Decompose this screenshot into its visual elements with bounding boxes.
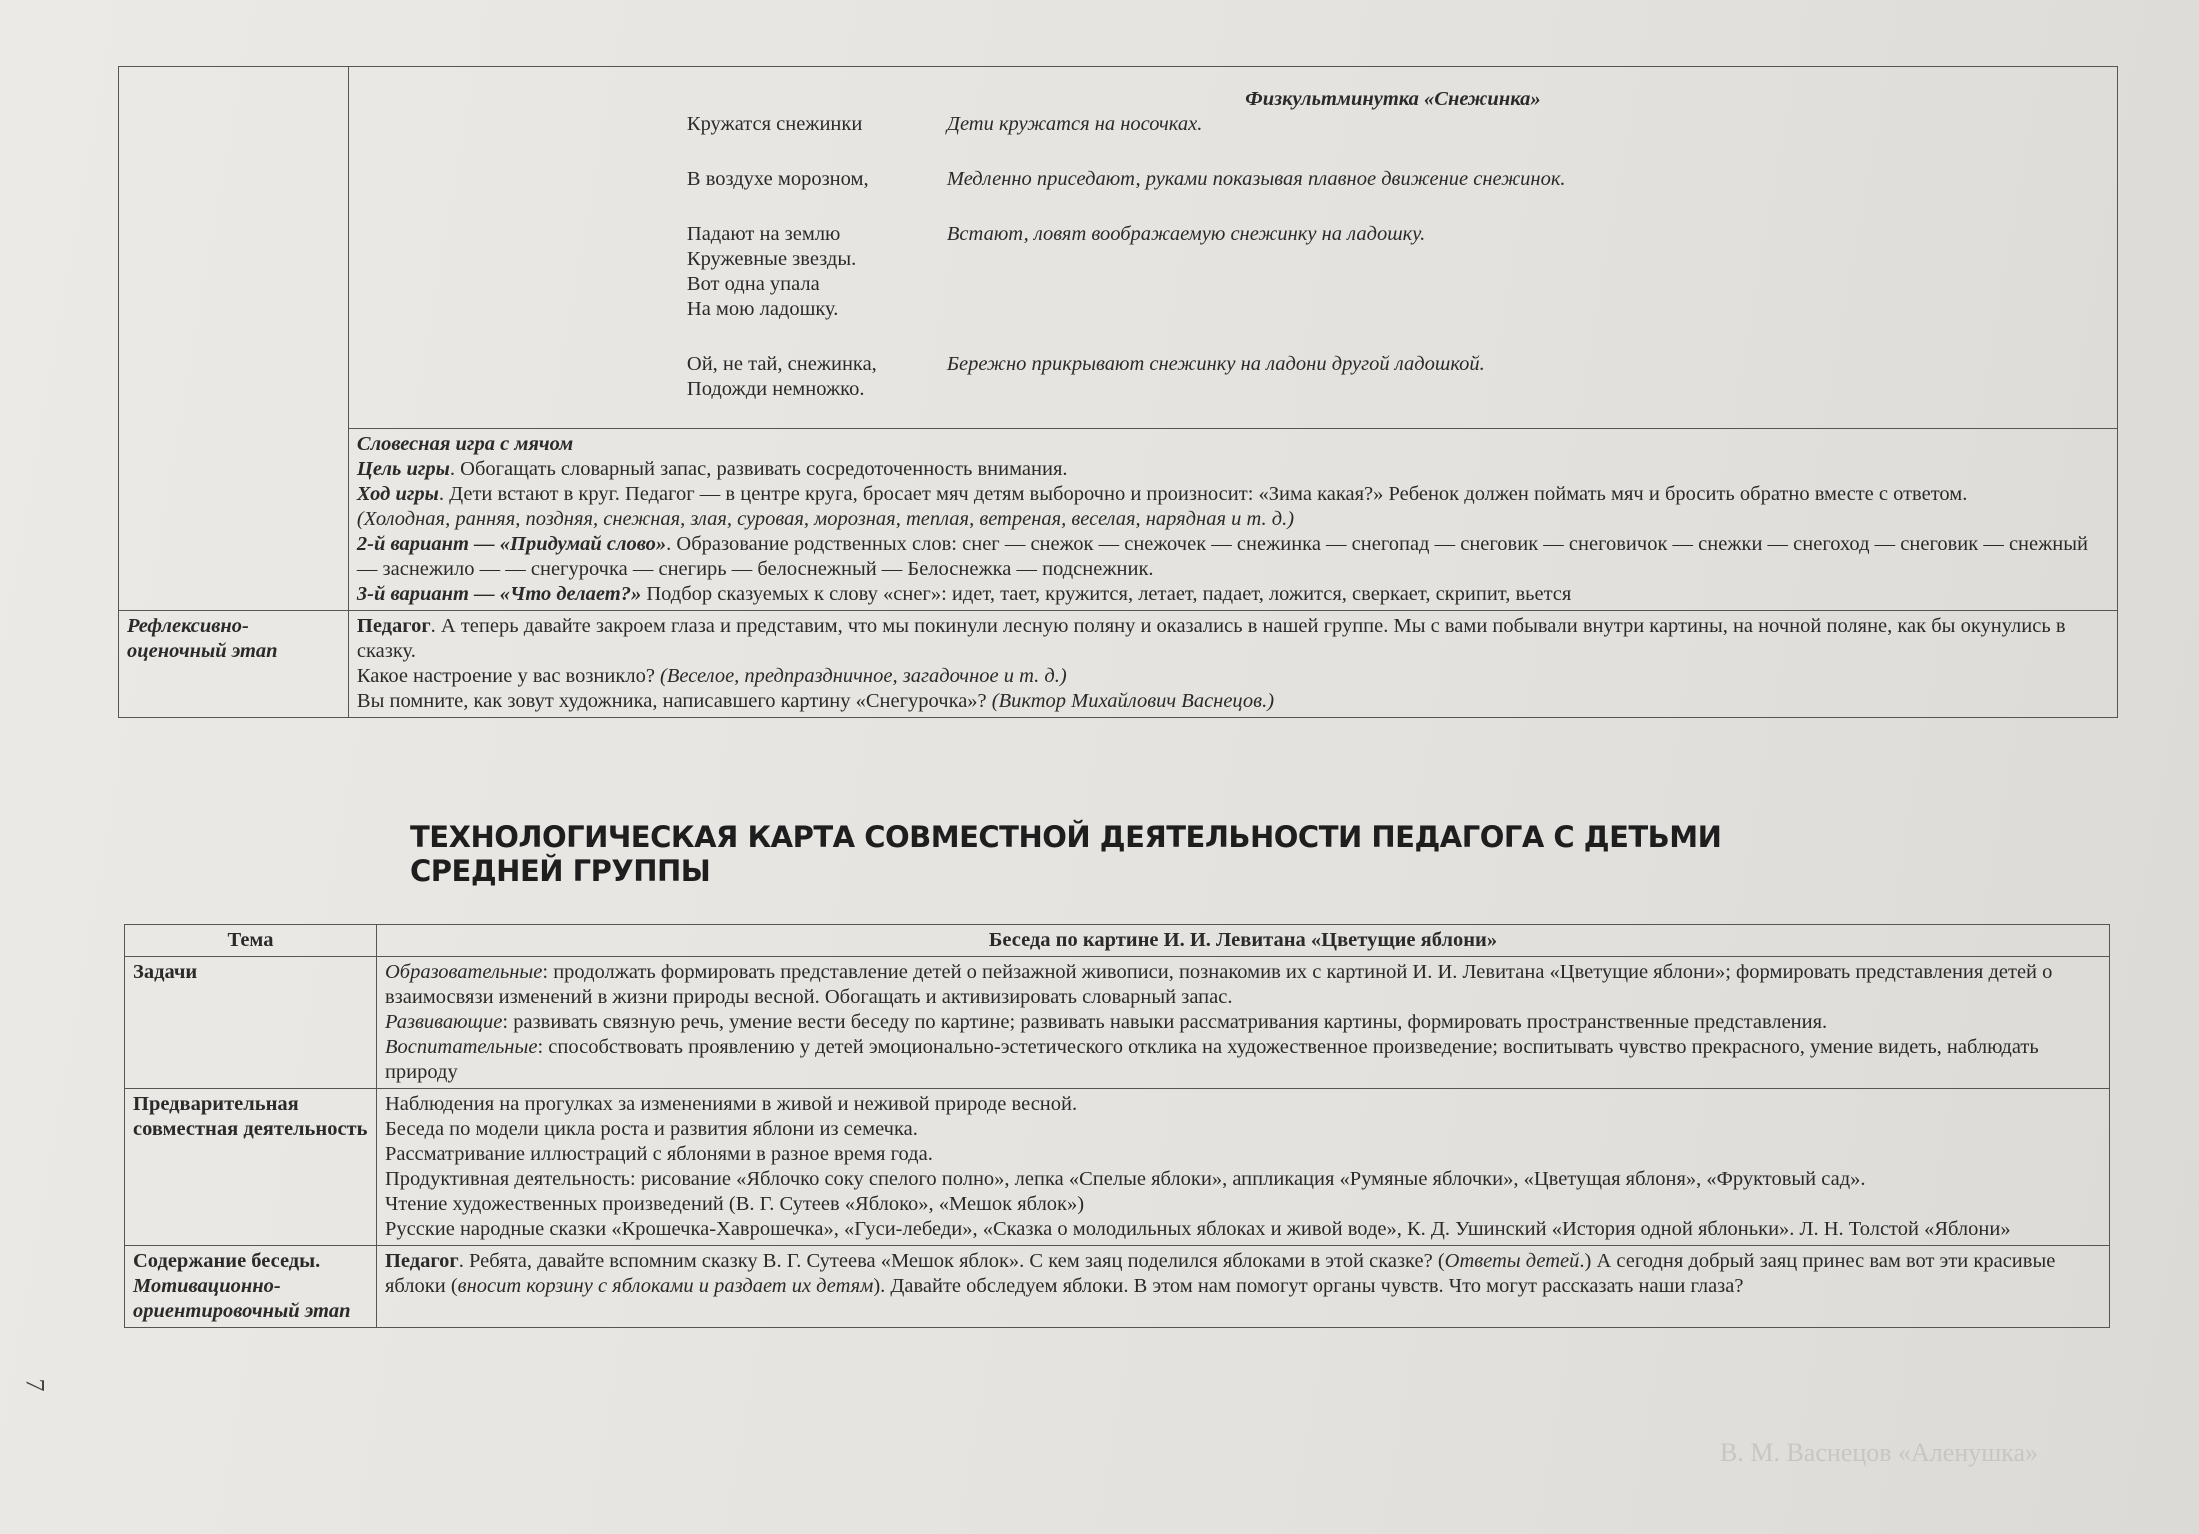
content-stage-cell bbox=[125, 1246, 377, 1328]
prelim-item: Продуктивная деятельность: рисование «Яблочко соку спелого полно», лепка «Спелые яблоки», аппликация «Румяные яблочки», «Цветущая яблоня», «Фруктовый сад». bbox=[384, 1168, 1866, 1190]
activity-table bbox=[118, 66, 2118, 718]
poem-action-1: Дети кружатся на носочках. bbox=[946, 113, 1203, 135]
poem-action-3: Встают, ловят воображаемую снежинку на ладошку. bbox=[946, 223, 1426, 245]
phys-minute-title: Физкультминутка «Снежинка» bbox=[1245, 88, 1541, 110]
prelim-label: Предварительная совместная деятельность bbox=[125, 1089, 377, 1246]
content-cell bbox=[376, 1246, 2109, 1328]
game-course bbox=[357, 482, 2109, 507]
poem-block bbox=[687, 112, 2109, 402]
stage-cell-empty bbox=[119, 67, 349, 611]
theme-label: Тема bbox=[125, 925, 377, 957]
poem-action-4: Бережно прикрывают снежинку на ладони другой ладошкой. bbox=[946, 353, 1485, 375]
reflex-text: . А теперь давайте закроем глаза и представим, что мы покинули лесную поляну и оказались в нашей группе. Мы с вами побывали внутри картины, на ночной поляне, как бы окунулись в сказку. bbox=[356, 615, 2066, 662]
phys-minute-cell bbox=[348, 67, 2117, 429]
reflex-cell bbox=[348, 611, 2117, 718]
tasks-cell bbox=[376, 957, 2109, 1089]
content-label: Содержание беседы. bbox=[133, 1250, 321, 1272]
course-label: Ход игры bbox=[356, 483, 439, 505]
tech-map-table bbox=[124, 924, 2110, 1328]
goal-text: . Обогащать словарный запас, развивать сосредоточенность внимания. bbox=[449, 458, 1068, 480]
reflex-a1: (Веселое, предпраздничное, загадочное и т. д.) bbox=[660, 665, 1067, 687]
task-edu bbox=[385, 960, 2101, 1010]
prelim-item: Чтение художественных произведений (В. Г. Сутеев «Яблоко», «Мешок яблок») bbox=[384, 1193, 1085, 1215]
content-stage: Мотивационно-ориентировочный этап bbox=[133, 1275, 351, 1322]
poem-action-2: Медленно приседают, руками показывая плавное движение снежинок. bbox=[946, 168, 1566, 190]
theme-value: Беседа по картине И. И. Левитана «Цветущие яблони» bbox=[376, 925, 2109, 957]
ghost-text: В. М. Васнецов «Аленушка» bbox=[1720, 1438, 2039, 1467]
task-up bbox=[385, 1035, 2101, 1085]
goal-label: Цель игры bbox=[356, 458, 450, 480]
reflex-question-1 bbox=[357, 664, 2109, 689]
variant-2-text: . Образование родственных слов: снег — снежок — снежочек — снежинка — снегопад — снеговик — снеговичок — снежки — снегоход — снеговик — снежный — заснежило — — снегурочка — снегирь — белоснежный — Белоснежка — подснежник. bbox=[356, 533, 2088, 580]
reflex-paragraph bbox=[357, 614, 2109, 664]
content-text-3: ). Давайте обследуем яблоки. В этом нам помогут органы чувств. Что могут рассказать наши глаза? bbox=[873, 1275, 1744, 1297]
game-answers: (Холодная, ранняя, поздняя, снежная, злая, суровая, морозная, теплая, ветреная, веселая, нарядная и т. д.) bbox=[356, 508, 1295, 530]
reflex-a2: (Виктор Михайлович Васнецов.) bbox=[991, 690, 1275, 712]
poem-line-2: В воздухе морозном, bbox=[686, 168, 869, 190]
variant-3-text: Подбор сказуемых к слову «снег»: идет, тает, кружится, летает, падает, ложится, сверкает, скрипит, вьется bbox=[641, 583, 1572, 605]
content-answer: Ответы детей bbox=[1444, 1250, 1580, 1272]
poem-line-1: Кружатся снежинки bbox=[686, 113, 863, 135]
reflex-q2: Вы помните, как зовут художника, написавшего картину «Снегурочка»? bbox=[356, 690, 992, 712]
task-dev bbox=[385, 1010, 2101, 1035]
reflex-stage-label: Рефлексивно-оценочный этап bbox=[119, 611, 349, 718]
word-game-cell bbox=[348, 429, 2117, 611]
edu-text: : продолжать формировать представление детей о пейзажной живописи, познакомив их с картиной И. И. Левитана «Цветущие яблони»; формировать представления детей о взаимосвязи изменений в жизни природы весной. Обогащать и активизировать словарный запас. bbox=[384, 961, 2053, 1008]
prelim-item: Русские народные сказки «Крошечка-Хаврошечка», «Гуси-лебеди», «Сказка о молодильных яблоках и живой воде», К. Д. Ушинский «История одной яблоньки». Л. Н. Толстой «Яблони» bbox=[384, 1218, 2011, 1240]
up-text: : способствовать проявлению у детей эмоционально-эстетического отклика на художественное произведение; воспитывать чувство прекрасного, умение видеть, наблюдать природу bbox=[384, 1036, 2039, 1083]
section-title: ТЕХНОЛОГИЧЕСКАЯ КАРТА СОВМЕСТНОЙ ДЕЯТЕЛЬНОСТИ ПЕДАГОГА С ДЕТЬМИ СРЕДНЕЙ ГРУППЫ bbox=[410, 820, 1722, 888]
dev-text: : развивать связную речь, умение вести беседу по картине; развивать навыки рассматривания картины, формировать пространственные представления. bbox=[502, 1011, 1828, 1033]
game-goal bbox=[357, 457, 2109, 482]
reflex-teacher-label: Педагог bbox=[356, 615, 431, 637]
reflex-question-2 bbox=[357, 689, 2109, 714]
dev-label: Развивающие bbox=[384, 1011, 503, 1033]
poem-line-4: Ой, не тай, снежинка, Подожди немножко. bbox=[686, 353, 877, 400]
edu-label: Образовательные bbox=[384, 961, 543, 983]
content-action: вносит корзину с яблоками и раздает их детям bbox=[457, 1275, 874, 1297]
prelim-item: Беседа по модели цикла роста и развития яблони из семечка. bbox=[384, 1118, 918, 1140]
variant-3-label: 3-й вариант — «Что делает?» bbox=[356, 583, 642, 605]
up-label: Воспитательные bbox=[384, 1036, 538, 1058]
prelim-item: Наблюдения на прогулках за изменениями в живой и неживой природе весной. bbox=[384, 1093, 1078, 1115]
tasks-label: Задачи bbox=[125, 957, 377, 1089]
content-text-2: .) А сегодня добрый заяц принес вам вот эти красивые яблоки ( bbox=[384, 1250, 2056, 1297]
variant-2-label: 2-й вариант — «Придумай слово» bbox=[356, 533, 667, 555]
prelim-item: Рассматривание иллюстраций с яблонями в разное время года. bbox=[384, 1143, 933, 1165]
variant-2 bbox=[357, 532, 2109, 582]
poem-line-3: Падают на землю Кружевные звезды. Вот одна упала На мою ладошку. bbox=[686, 223, 857, 320]
variant-3 bbox=[357, 582, 2109, 607]
course-text: . Дети встают в круг. Педагог — в центре круга, бросает мяч детям выборочно и произносит: «Зима какая?» Ребенок должен поймать мяч и бросить обратно вместе с ответом. bbox=[438, 483, 1968, 505]
prelim-cell bbox=[376, 1089, 2109, 1246]
content-text-1: . Ребята, давайте вспомним сказку В. Г. Сутеева «Мешок яблок». С кем заяц поделился яблоками в этой сказке? ( bbox=[458, 1250, 1445, 1272]
content-teacher-label: Педагог bbox=[384, 1250, 459, 1272]
reflex-q1: Какое настроение у вас возникло? bbox=[356, 665, 661, 687]
page-number: 7 bbox=[20, 1378, 50, 1392]
game-title: Словесная игра с мячом bbox=[356, 433, 574, 455]
